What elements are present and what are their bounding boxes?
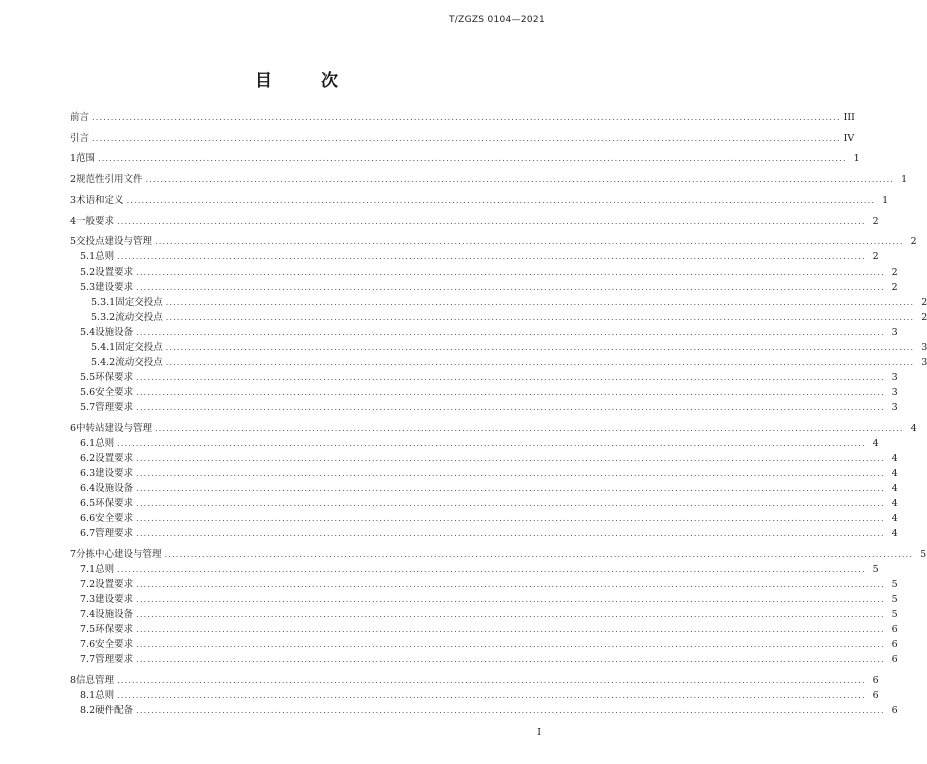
toc-entry[interactable] [70, 511, 898, 526]
toc-entry-page: 5 [891, 578, 898, 590]
toc-entry-number: 5.2 [80, 266, 96, 278]
toc-entry-label: 交投点建设与管理 [76, 236, 153, 248]
toc-entry-label: 设置要求 [95, 578, 134, 590]
toc-entry-number: 6.5 [80, 497, 96, 509]
toc-entry-page: 2 [891, 281, 898, 293]
toc-entry-page: 5 [891, 593, 898, 605]
toc-entry-label: 总则 [95, 563, 115, 575]
toc-leader-dots: ........................................................................................................................................................................................................ [136, 402, 885, 412]
toc-entry-label: 建设要求 [95, 281, 134, 293]
toc-entry-number: 5.3.2 [91, 311, 116, 323]
toc-entry-label: 管理要求 [95, 401, 134, 413]
toc-entry-label: 范围 [76, 153, 96, 165]
toc-entry[interactable] [70, 592, 898, 607]
toc-entry-page: 2 [872, 215, 879, 227]
toc-entry-label: 固定交投点 [115, 341, 163, 353]
toc-entry-page: 1 [853, 153, 860, 165]
toc-entry-label: 设施设备 [95, 608, 134, 620]
toc-entry-label: 设施设备 [95, 482, 134, 494]
toc-entry-number: 6.2 [80, 452, 96, 464]
toc-entry[interactable] [70, 370, 898, 385]
toc-leader-dots: ........................................................................................................................................................................................................ [136, 513, 885, 523]
toc-entry-number: 8.1 [80, 689, 96, 701]
toc-entry-label: 规范性引用文件 [76, 174, 143, 186]
toc-entry[interactable] [70, 234, 917, 249]
toc-entry[interactable] [70, 249, 879, 264]
toc-entry-page: 3 [891, 326, 898, 338]
toc-leader-dots: ........................................................................................................................................................................................................ [165, 312, 915, 322]
toc-entry-page: 4 [891, 482, 898, 494]
toc-entry-number: 5.4 [80, 326, 96, 338]
toc-entry-label: 环保要求 [95, 497, 134, 509]
toc-entry-number: 7 [70, 548, 77, 560]
toc-entry-label: 设置要求 [95, 266, 134, 278]
toc-entry-label: 术语和定义 [76, 194, 124, 206]
toc-entry-page: 4 [910, 422, 917, 434]
toc-leader-dots: ........................................................................................................................................................................................................ [136, 498, 885, 508]
toc-entry-number: 7.3 [80, 593, 96, 605]
toc-entry-number: 7.4 [80, 608, 96, 620]
toc-leader-dots: ........................................................................................................................................................................................................ [117, 216, 866, 226]
toc-leader-dots: ........................................................................................................................................................................................................ [136, 655, 885, 665]
toc-entry-label: 信息管理 [76, 674, 115, 686]
toc-entry-label: 分拣中心建设与管理 [76, 548, 162, 560]
toc-leader-dots: ........................................................................................................................................................................................................ [117, 438, 866, 448]
toc-entry-label: 管理要求 [95, 527, 134, 539]
toc-entry[interactable] [70, 562, 879, 577]
toc-entry-page: 6 [891, 623, 898, 635]
toc-entry-number: 5.4.1 [91, 341, 116, 353]
toc-entry[interactable] [70, 421, 917, 436]
toc-entry[interactable] [70, 325, 898, 340]
toc-leader-dots: ........................................................................................................................................................................................................ [155, 423, 904, 433]
toc-entry-label: 管理要求 [95, 654, 134, 666]
toc-leader-dots: ........................................................................................................................................................................................................ [136, 579, 885, 589]
toc-entry-number: 5.3.1 [91, 296, 116, 308]
toc-leader-dots: ........................................................................................................................................................................................................ [136, 609, 885, 619]
toc-entry-page: 3 [891, 401, 898, 413]
toc-entry-page: 4 [891, 452, 898, 464]
toc-leader-dots: ........................................................................................................................................................................................................ [136, 594, 885, 604]
toc-entry-label: 安全要求 [95, 386, 134, 398]
toc-leader-dots: ........................................................................................................................................................................................................ [92, 133, 841, 143]
toc-entry-label: 安全要求 [95, 512, 134, 524]
toc-entry-number: 7.5 [80, 623, 96, 635]
toc-leader-dots: ........................................................................................................................................................................................................ [136, 705, 885, 715]
toc-entry-number: 7.6 [80, 639, 96, 650]
toc-entry-number: 6.7 [80, 527, 96, 539]
toc-entry[interactable] [70, 688, 879, 703]
toc-entry[interactable] [70, 193, 889, 208]
toc-entry-page: 2 [921, 296, 927, 308]
page-title: 目 次 [255, 71, 354, 91]
toc-entry-number: 5.1 [80, 251, 96, 263]
toc-leader-dots: ........................................................................................................................................................................................................ [117, 564, 866, 574]
toc-entry-label: 建设要求 [95, 593, 134, 605]
toc-entry-label: 环保要求 [95, 371, 134, 383]
toc-entry-page: 6 [891, 704, 898, 716]
toc-entry[interactable] [70, 310, 927, 325]
toc-leader-dots: ........................................................................................................................................................................................................ [165, 297, 915, 307]
toc-entry-label: 设施设备 [95, 326, 134, 338]
toc-entry[interactable] [70, 547, 927, 562]
toc-entry[interactable] [70, 340, 927, 355]
toc-leader-dots: ........................................................................................................................................................................................................ [117, 690, 866, 700]
toc-entry-page: 3 [891, 371, 898, 383]
toc-entry[interactable] [70, 400, 898, 415]
toc-entry-number: 6.3 [80, 467, 96, 479]
toc-entry-page: 4 [891, 527, 898, 539]
toc-entry-page: 6 [872, 689, 879, 701]
toc-entry-page: 1 [882, 194, 889, 206]
toc-entry[interactable] [70, 172, 908, 187]
toc-entry[interactable] [70, 703, 898, 718]
toc-entry[interactable] [70, 481, 898, 496]
toc-leader-dots: ........................................................................................................................................................................................................ [136, 624, 885, 634]
toc-entry-label: 固定交投点 [115, 296, 163, 308]
toc-entry-number: 5.3 [80, 281, 96, 293]
toc-leader-dots: ........................................................................................................................................................................................................ [98, 154, 847, 164]
toc-entry-label: 建设要求 [95, 467, 134, 479]
toc-entry[interactable] [70, 265, 898, 280]
toc-entry[interactable] [70, 451, 898, 466]
toc-entry[interactable] [70, 577, 898, 592]
toc-entry[interactable] [70, 280, 898, 295]
toc-entry-page: III [843, 112, 855, 123]
toc-entry-page: 1 [901, 174, 908, 186]
toc-entry-number: 5.5 [80, 371, 96, 383]
toc-entry-page: 4 [891, 512, 898, 524]
toc-leader-dots: ........................................................................................................................................................................................................ [136, 372, 885, 382]
toc-entry-page: 4 [872, 437, 879, 449]
toc-entry-page: 3 [921, 356, 927, 368]
toc-entry-label: 引言 [70, 132, 90, 144]
toc-entry[interactable] [70, 131, 855, 146]
toc-entry-label: 环保要求 [95, 623, 134, 635]
toc-leader-dots: ........................................................................................................................................................................................................ [136, 483, 885, 493]
toc-leader-dots: ........................................................................................................................................................................................................ [92, 113, 841, 122]
page-number: I [537, 727, 541, 738]
toc-entry-label: 前言 [70, 112, 90, 123]
toc-entry-page: 2 [910, 236, 917, 248]
toc-leader-dots: ........................................................................................................................................................................................................ [117, 675, 866, 685]
toc-entry[interactable] [70, 637, 898, 652]
toc-leader-dots: ........................................................................................................................................................................................................ [136, 640, 885, 649]
toc-entry-number: 6.6 [80, 512, 96, 524]
toc-entry[interactable] [70, 466, 898, 481]
toc-entry-page: 6 [891, 654, 898, 666]
toc-entry-label: 流动交投点 [115, 356, 163, 368]
toc-entry-label: 中转站建设与管理 [76, 422, 153, 434]
toc-leader-dots: ........................................................................................................................................................................................................ [164, 549, 914, 559]
toc-entry-page: 6 [891, 639, 898, 650]
toc-entry[interactable] [70, 496, 898, 511]
toc-entry-label: 流动交投点 [115, 311, 163, 323]
toc-entry[interactable] [70, 214, 879, 229]
toc-entry-label: 总则 [95, 251, 115, 263]
toc-entry-number: 4 [70, 215, 77, 227]
toc-entry-label: 一般要求 [76, 215, 115, 227]
toc-entry-label: 设置要求 [95, 452, 134, 464]
toc-entry[interactable] [70, 295, 927, 310]
toc-entry-page: 4 [891, 497, 898, 509]
toc-entry-page: 2 [891, 266, 898, 278]
toc-entry[interactable] [70, 607, 898, 622]
toc-entry-number: 7.7 [80, 654, 96, 666]
toc-entry-number: 7.1 [80, 563, 96, 575]
toc-entry-label: 总则 [95, 437, 115, 449]
toc-entry-number: 5 [70, 236, 77, 248]
toc-entry-page: 2 [872, 251, 879, 263]
toc-entry-number: 1 [70, 153, 77, 165]
toc-leader-dots: ........................................................................................................................................................................................................ [136, 282, 885, 292]
toc-leader-dots: ........................................................................................................................................................................................................ [136, 528, 885, 538]
toc-entry-page: 3 [891, 386, 898, 398]
table-of-contents [70, 110, 927, 718]
toc-leader-dots: ........................................................................................................................................................................................................ [136, 387, 885, 397]
toc-leader-dots: ........................................................................................................................................................................................................ [136, 267, 885, 277]
toc-leader-dots: ........................................................................................................................................................................................................ [117, 252, 866, 262]
toc-leader-dots: ........................................................................................................................................................................................................ [165, 357, 915, 367]
toc-leader-dots: ........................................................................................................................................................................................................ [155, 237, 904, 247]
toc-entry-number: 8.2 [80, 704, 96, 716]
toc-entry[interactable] [70, 652, 898, 667]
toc-entry-page: IV [843, 132, 855, 144]
toc-entry-number: 5.7 [80, 401, 96, 413]
toc-entry-page: 5 [891, 608, 898, 620]
toc-leader-dots: ........................................................................................................................................................................................................ [136, 453, 885, 463]
toc-entry-number: 6.1 [80, 437, 96, 449]
toc-entry-number: 5.6 [80, 386, 96, 398]
toc-entry-page: 4 [891, 467, 898, 479]
toc-entry[interactable] [70, 110, 855, 125]
toc-entry[interactable] [70, 151, 860, 166]
toc-entry-label: 安全要求 [95, 639, 134, 650]
document-code: T/ZGZS 0104—2021 [448, 15, 545, 25]
toc-entry-number: 7.2 [80, 578, 96, 590]
toc-entry-number: 6.4 [80, 482, 96, 494]
toc-entry[interactable] [70, 385, 898, 400]
toc-entry-number: 8 [70, 674, 77, 686]
toc-leader-dots: ........................................................................................................................................................................................................ [145, 175, 895, 185]
toc-entry-page: 2 [921, 311, 927, 323]
toc-entry[interactable] [70, 526, 898, 541]
toc-entry-number: 3 [70, 194, 77, 206]
toc-entry[interactable] [70, 355, 927, 370]
toc-entry-page: 5 [872, 563, 879, 575]
toc-entry[interactable] [70, 436, 879, 451]
toc-entry-page: 6 [872, 674, 879, 686]
toc-entry[interactable] [70, 622, 898, 637]
toc-leader-dots: ........................................................................................................................................................................................................ [126, 195, 876, 205]
toc-entry-label: 硬件配备 [95, 704, 134, 716]
toc-leader-dots: ........................................................................................................................................................................................................ [136, 468, 885, 478]
toc-entry-page: 3 [921, 341, 927, 353]
toc-entry-number: 6 [70, 422, 77, 434]
toc-leader-dots: ........................................................................................................................................................................................................ [165, 342, 915, 352]
toc-entry-label: 总则 [95, 689, 115, 701]
toc-entry-number: 5.4.2 [91, 356, 116, 368]
toc-entry[interactable] [70, 673, 879, 688]
toc-entry-number: 2 [70, 174, 77, 186]
toc-leader-dots: ........................................................................................................................................................................................................ [136, 327, 885, 337]
toc-entry-page: 5 [920, 548, 927, 560]
